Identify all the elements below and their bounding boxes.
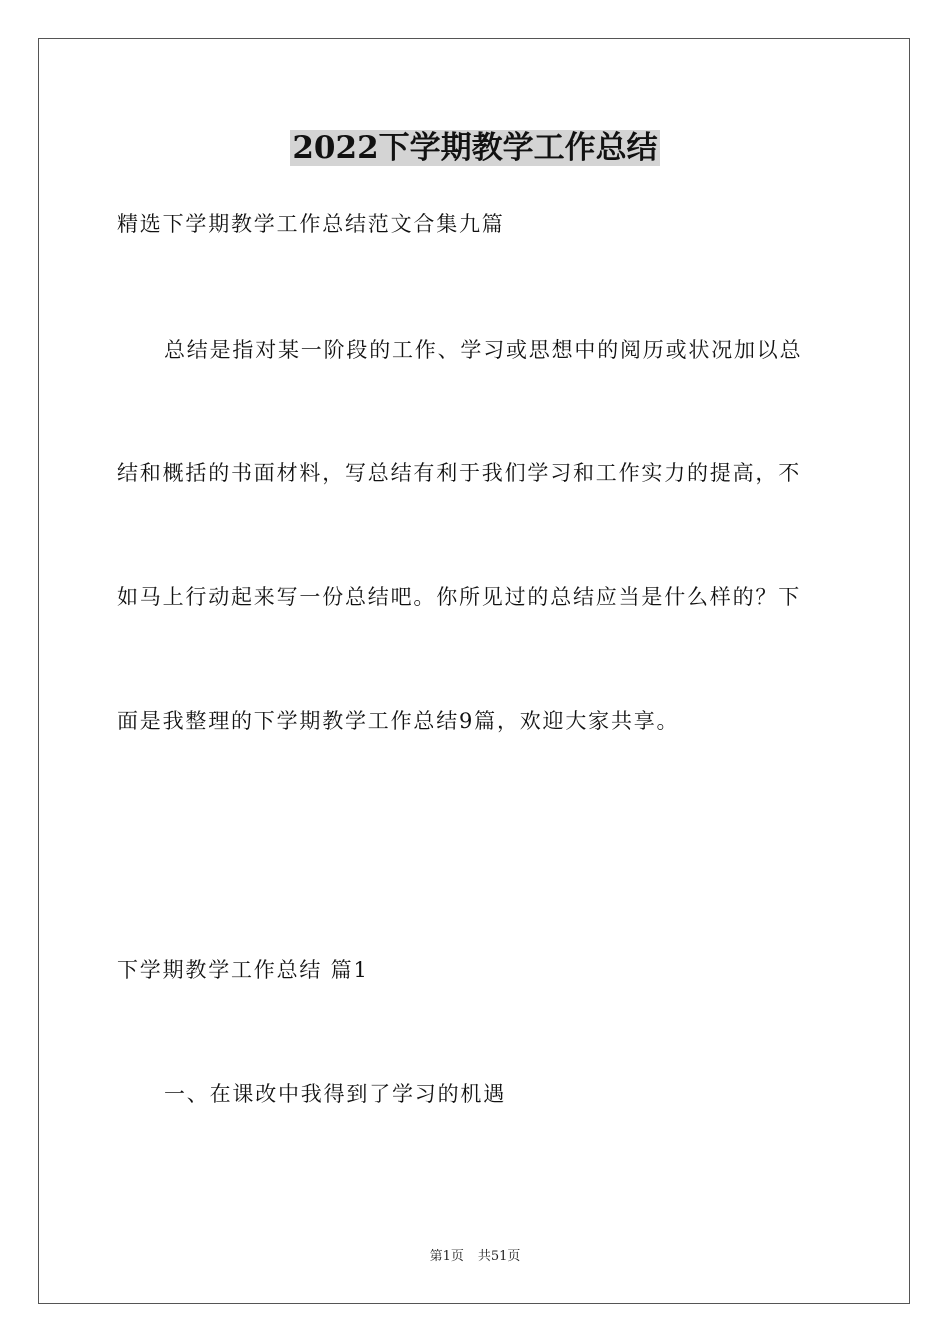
document-subtitle: 精选下学期教学工作总结范文合集九篇 <box>117 212 505 236</box>
document-title-text: 2022下学期教学工作总结 <box>292 130 658 166</box>
intro-line-3: 如马上行动起来写一份总结吧。你所见过的总结应当是什么样的？下 <box>117 585 801 609</box>
section-heading: 下学期教学工作总结 篇1 <box>117 958 369 982</box>
page-footer <box>0 1248 950 1266</box>
document-title <box>0 126 950 170</box>
section-first-item: 一、在课改中我得到了学习的机遇 <box>164 1082 506 1106</box>
total-pages: 共51页 <box>477 1249 521 1264</box>
intro-line-2: 结和概括的书面材料，写总结有利于我们学习和工作实力的提高，不 <box>117 461 801 485</box>
intro-line-1: 总结是指对某一阶段的工作、学习或思想中的阅历或状况加以总 <box>164 338 803 362</box>
page-number: 第1页 <box>429 1249 464 1264</box>
intro-line-4: 面是我整理的下学期教学工作总结9篇，欢迎大家共享。 <box>117 709 680 733</box>
